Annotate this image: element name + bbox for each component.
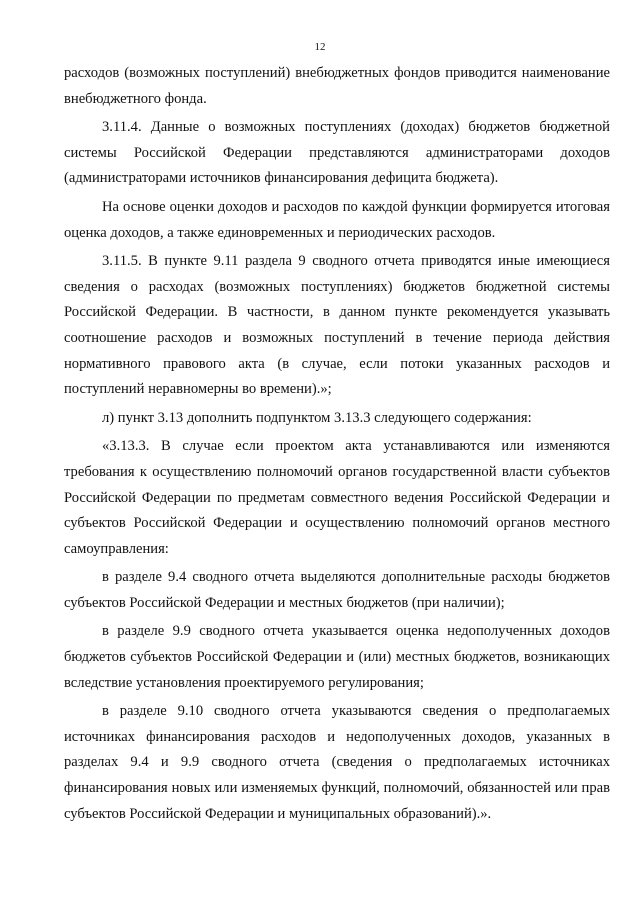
paragraph-4: 3.11.5. В пункте 9.11 раздела 9 сводного отчета приводятся иные имеющиеся сведения о расходах (возможных поступлениях) бюджетов бюджетной системы Российской Федерации. В частности, в данном пункте рекомендуется указывать соотношение расходов и возможных поступлений в течение периода действия нормативного правового акта (в случае, если потоки указанных расходов и поступлений неравномерны во времени).»;	[64, 253, 610, 398]
paragraph-3: На основе оценки доходов и расходов по каждой функции формируется итоговая оценка доходов, а также единовременных и периодических расходов.	[64, 198, 610, 241]
paragraph-7: в разделе 9.4 сводного отчета выделяются дополнительные расходы бюджетов субъектов Российской Федерации и местных бюджетов (при наличии);	[64, 569, 610, 611]
paragraph-6: «3.13.3. В случае если проектом акта устанавливаются или изменяются требования к осуществлению полномочий органов государственной власти субъектов Российской Федерации по предметам совместного ведения Российской Федерации и субъектов Российской Федерации и осуществлению полномочий органов местного самоуправления:	[64, 438, 610, 557]
page-number: 12	[314, 41, 326, 53]
document-body	[64, 61, 610, 827]
paragraph-2: 3.11.4. Данные о возможных поступлениях (доходах) бюджетов бюджетной системы Российской Федерации представляются администраторами доходов (администраторами источников финансирования дефицита бюджета).	[64, 119, 610, 187]
paragraph-8: в разделе 9.9 сводного отчета указывается оценка недополученных доходов бюджетов субъектов Российской Федерации и (или) местных бюджетов, возникающих вследствие установления проектируемого регулирования;	[64, 623, 610, 691]
paragraph-5: л) пункт 3.13 дополнить подпунктом 3.13.3 следующего содержания:	[102, 409, 532, 426]
paragraph-9: в разделе 9.10 сводного отчета указываются сведения о предполагаемых источниках финансирования расходов и недополученных доходов, указанных в разделах 9.4 и 9.9 сводного отчета (сведения о предполагаемых источниках финансирования новых или изменяемых функций, полномочий, обязанностей или прав субъектов Российской Федерации и муниципальных образований).».	[64, 703, 610, 822]
paragraph-1: расходов (возможных поступлений) внебюджетных фондов приводится наименование внебюджетного фонда.	[64, 65, 610, 107]
